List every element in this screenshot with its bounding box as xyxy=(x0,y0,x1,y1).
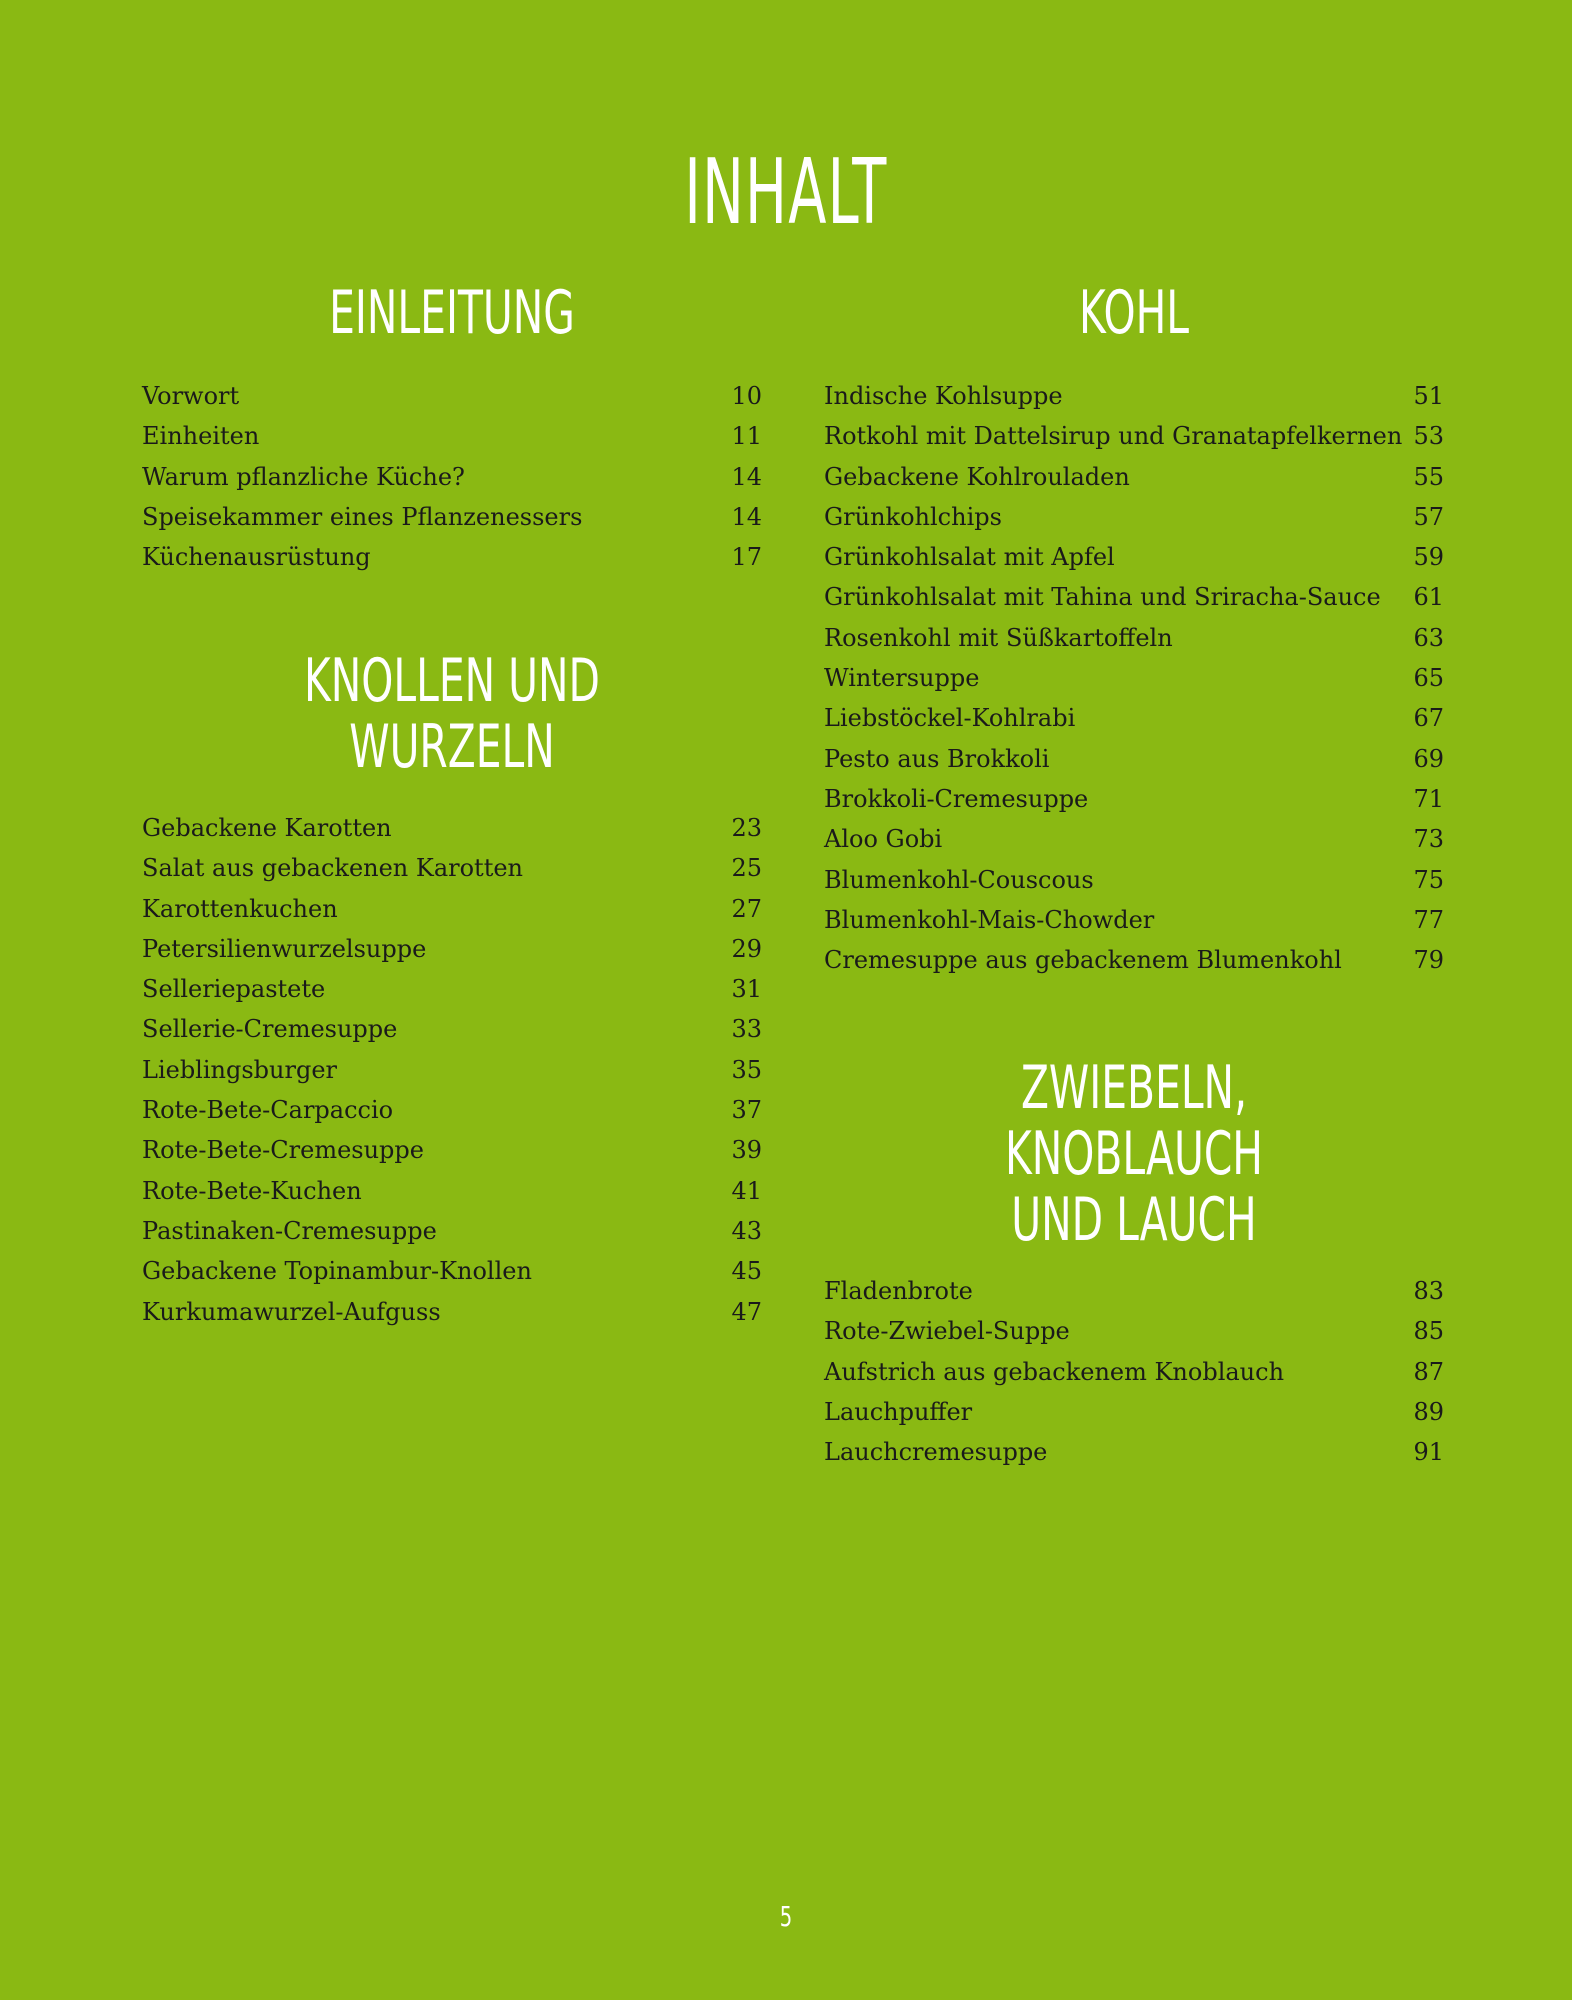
toc-entry-page: 10 xyxy=(731,382,762,410)
toc-entry[interactable] xyxy=(142,969,762,1009)
toc-entry-title: Salat aus gebackenen Karotten xyxy=(142,854,523,883)
toc-entry[interactable] xyxy=(824,860,1444,900)
toc-entry-title: Pesto aus Brokkoli xyxy=(824,744,1050,773)
toc-entry-title: Fladenbrote xyxy=(824,1277,973,1305)
toc-entry-page: 37 xyxy=(731,1096,762,1125)
toc-entry[interactable] xyxy=(142,376,762,416)
toc-entry-page: 67 xyxy=(1413,704,1444,733)
toc-entry-title: Lauchpuffer xyxy=(824,1397,973,1426)
toc-entry[interactable] xyxy=(824,416,1444,456)
toc-entry[interactable] xyxy=(142,1292,762,1332)
toc-entry-title: Sellerie-Cremesuppe xyxy=(142,1015,398,1044)
toc-entry-page: 87 xyxy=(1413,1357,1444,1386)
section-einleitung xyxy=(142,280,762,577)
section-heading: EINLEITUNG xyxy=(329,278,575,348)
toc-entry-title: Pastinaken-Cremesuppe xyxy=(142,1216,437,1245)
toc-entry-page: 79 xyxy=(1413,946,1444,975)
toc-entry-page: 83 xyxy=(1413,1277,1444,1305)
toc-entry-page: 69 xyxy=(1413,744,1444,773)
toc-entry[interactable] xyxy=(824,457,1444,497)
toc-entry[interactable] xyxy=(142,416,762,456)
toc-list xyxy=(824,1271,1444,1472)
toc-entry-page: 63 xyxy=(1413,623,1444,652)
toc-entry-title: Grünkohlsalat mit Apfel xyxy=(824,543,1115,572)
toc-entry-title: Brokkoli-Cremesuppe xyxy=(824,784,1089,813)
toc-entry-page: 43 xyxy=(731,1216,762,1245)
toc-entry-title: Rote-Bete-Carpaccio xyxy=(142,1096,394,1125)
toc-entry-page: 35 xyxy=(731,1055,762,1084)
toc-entry-title: Aufstrich aus gebackenem Knoblauch xyxy=(824,1357,1285,1386)
toc-entry-page: 39 xyxy=(731,1136,762,1165)
toc-list xyxy=(142,376,762,577)
toc-entry[interactable] xyxy=(142,848,762,888)
toc-entry-page: 65 xyxy=(1413,664,1444,693)
toc-entry[interactable] xyxy=(142,808,762,848)
toc-entry-page: 75 xyxy=(1413,865,1444,894)
toc-entry[interactable] xyxy=(142,1009,762,1049)
toc-entry-title: Rotkohl mit Dattelsirup und Granatapfelkernen xyxy=(824,422,1403,451)
toc-entry-title: Karottenkuchen xyxy=(142,894,338,923)
toc-entry-title: Rote-Zwiebel-Suppe xyxy=(824,1317,1070,1346)
toc-entry[interactable] xyxy=(824,376,1444,416)
toc-entry-title: Rosenkohl mit Süßkartoffeln xyxy=(824,623,1173,652)
toc-entry[interactable] xyxy=(142,537,762,577)
toc-entry[interactable] xyxy=(824,739,1444,779)
toc-entry-page: 89 xyxy=(1413,1397,1444,1426)
toc-entry[interactable] xyxy=(142,1130,762,1170)
toc-entry[interactable] xyxy=(142,1251,762,1291)
toc-entry-title: Küchenausrüstung xyxy=(142,543,371,572)
toc-entry-title: Warum pflanzliche Küche? xyxy=(142,462,465,491)
toc-entry-page: 31 xyxy=(731,975,762,1004)
toc-entry[interactable] xyxy=(824,658,1444,698)
toc-entry[interactable] xyxy=(142,1211,762,1251)
toc-entry-page: 85 xyxy=(1413,1317,1444,1346)
toc-entry[interactable] xyxy=(824,900,1444,940)
page-number: 5 xyxy=(779,1900,793,1933)
toc-entry-page: 14 xyxy=(731,462,762,491)
toc-entry-title: Aloo Gobi xyxy=(824,825,943,854)
toc-entry-title: Gebackene Karotten xyxy=(142,814,392,842)
toc-entry[interactable] xyxy=(142,1050,762,1090)
toc-entry[interactable] xyxy=(824,1271,1444,1311)
toc-entry-title: Liebstöckel-Kohlrabi xyxy=(824,704,1076,733)
toc-entry[interactable] xyxy=(142,497,762,537)
section-heading-line2: UND LAUCH xyxy=(1011,1185,1257,1255)
toc-entry-page: 77 xyxy=(1413,905,1444,934)
toc-entry[interactable] xyxy=(824,1392,1444,1432)
section-heading-line1: ZWIEBELN, KNOBLAUCH xyxy=(1005,1053,1263,1189)
toc-entry[interactable] xyxy=(824,779,1444,819)
toc-entry[interactable] xyxy=(824,537,1444,577)
toc-entry[interactable] xyxy=(142,1171,762,1211)
toc-entry-page: 57 xyxy=(1413,502,1444,531)
toc-entry-page: 41 xyxy=(731,1176,762,1205)
toc-entry-page: 17 xyxy=(731,543,762,572)
toc-entry-title: Wintersuppe xyxy=(824,664,980,693)
toc-entry[interactable] xyxy=(142,889,762,929)
toc-entry-title: Gebackene Topinambur-Knollen xyxy=(142,1257,532,1286)
section-zwiebeln-knoblauch-und-lauch xyxy=(824,1055,1444,1472)
toc-entry[interactable] xyxy=(824,698,1444,738)
toc-entry-title: Grünkohlsalat mit Tahina und Sriracha-Sauce xyxy=(824,583,1381,612)
toc-entry-page: 53 xyxy=(1413,422,1444,451)
toc-entry-page: 55 xyxy=(1413,462,1444,491)
section-heading: KNOLLEN UND WURZELN xyxy=(304,646,600,782)
toc-entry[interactable] xyxy=(824,1352,1444,1392)
toc-entry-page: 51 xyxy=(1413,382,1444,410)
toc-entry[interactable] xyxy=(824,819,1444,859)
toc-entry-page: 27 xyxy=(731,894,762,923)
toc-entry-title: Selleriepastete xyxy=(142,975,326,1004)
toc-entry-title: Indische Kohlsuppe xyxy=(824,382,1063,410)
toc-entry[interactable] xyxy=(824,618,1444,658)
toc-entry-title: Lauchcremesuppe xyxy=(824,1438,1048,1467)
page-title: INHALT xyxy=(684,140,888,245)
toc-entry-page: 45 xyxy=(731,1257,762,1286)
toc-entry-page: 47 xyxy=(731,1297,762,1326)
toc-list xyxy=(824,376,1444,980)
toc-entry-title: Grünkohlchips xyxy=(824,502,1002,531)
toc-list xyxy=(142,808,762,1332)
toc-entry[interactable] xyxy=(824,577,1444,617)
toc-entry-title: Speisekammer eines Pflanzenessers xyxy=(142,502,583,531)
toc-entry-title: Rote-Bete-Cremesuppe xyxy=(142,1136,424,1165)
toc-entry-page: 73 xyxy=(1413,825,1444,854)
toc-entry-title: Kurkumawurzel-Aufguss xyxy=(142,1297,441,1326)
toc-entry-page: 29 xyxy=(731,934,762,963)
toc-entry-title: Blumenkohl-Mais-Chowder xyxy=(824,905,1155,934)
toc-entry-title: Cremesuppe aus gebackenem Blumenkohl xyxy=(824,946,1342,975)
toc-entry-page: 25 xyxy=(731,854,762,883)
toc-entry-title: Petersilienwurzelsuppe xyxy=(142,934,427,963)
toc-entry-title: Lieblingsburger xyxy=(142,1055,337,1084)
toc-entry-page: 14 xyxy=(731,502,762,531)
toc-entry-page: 61 xyxy=(1413,583,1444,612)
toc-entry[interactable] xyxy=(142,457,762,497)
section-knollen-und-wurzeln xyxy=(142,648,762,1332)
toc-entry-page: 59 xyxy=(1413,543,1444,572)
toc-entry-page: 71 xyxy=(1413,784,1444,813)
toc-entry[interactable] xyxy=(142,1090,762,1130)
toc-entry-title: Gebackene Kohlrouladen xyxy=(824,462,1130,491)
toc-entry-title: Rote-Bete-Kuchen xyxy=(142,1176,362,1205)
toc-entry-title: Einheiten xyxy=(142,422,260,451)
section-heading: KOHL xyxy=(1078,278,1190,348)
toc-entry[interactable] xyxy=(824,1311,1444,1351)
toc-entry[interactable] xyxy=(142,929,762,969)
toc-entry-page: 11 xyxy=(731,422,762,451)
toc-entry-title: Blumenkohl-Couscous xyxy=(824,865,1094,894)
toc-entry[interactable] xyxy=(824,497,1444,537)
toc-entry-page: 33 xyxy=(731,1015,762,1044)
toc-entry[interactable] xyxy=(824,940,1444,980)
toc-entry-page: 23 xyxy=(731,814,762,842)
toc-entry[interactable] xyxy=(824,1432,1444,1472)
section-kohl xyxy=(824,280,1444,980)
toc-entry-title: Vorwort xyxy=(142,382,240,410)
toc-entry-page: 91 xyxy=(1413,1438,1444,1467)
